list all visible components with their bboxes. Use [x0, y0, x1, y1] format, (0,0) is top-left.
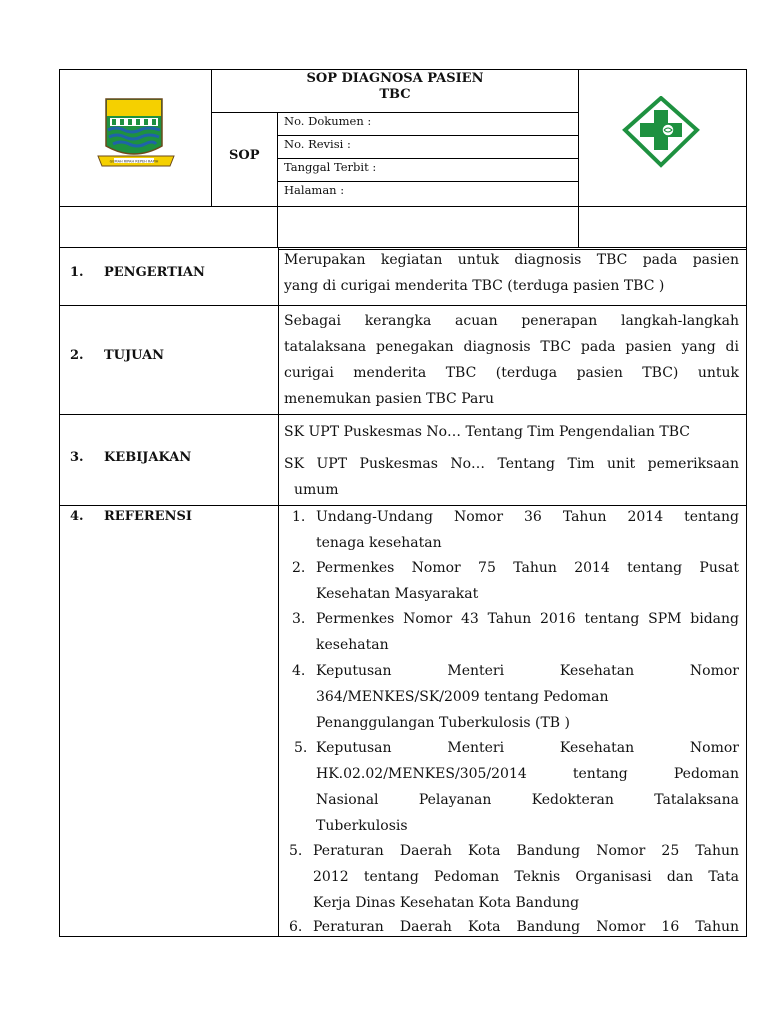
tujuan-line-3: curigai menderita TBC (terduga pasien TBC) untuk: [284, 365, 739, 381]
reference-line: Tuberkulosis: [316, 818, 408, 834]
reference-line: HK.02.02/MENKES/305/2014 tentang Pedoman: [316, 766, 739, 782]
doc-title-line2: TBC: [379, 87, 411, 102]
reference-number: 5.: [289, 843, 303, 859]
section-rule-3: [59, 505, 747, 506]
reference-line: tenaga kesehatan: [316, 535, 442, 551]
reference-line: Kerja Dinas Kesehatan Kota Bandung: [313, 895, 580, 911]
section-number-referensi: 4.: [70, 509, 84, 524]
signature-row-rule-a: [59, 247, 747, 248]
table-border-right: [746, 69, 747, 937]
meta-rule-3: [277, 181, 578, 182]
tujuan-line-2: tatalaksana penegakan diagnosis TBC pada pasien yang di: [284, 339, 739, 355]
section-number-pengertian: 1.: [70, 265, 84, 280]
reference-line: 2012 tentang Pedoman Teknis Organisasi dan Tata: [313, 869, 739, 885]
sop-label: SOP: [229, 148, 260, 163]
table-border-top: [59, 69, 747, 70]
bandung-crest-logo: [96, 96, 176, 172]
reference-number: 4.: [292, 663, 306, 679]
meta-no-revisi: No. Revisi :: [284, 137, 351, 151]
puskesmas-logo: [622, 96, 700, 168]
reference-line: Permenkes Nomor 43 Tahun 2016 tentang SPM bidang: [316, 611, 739, 627]
tujuan-line-4: menemukan pasien TBC Paru: [284, 391, 495, 407]
reference-number: 3.: [292, 611, 306, 627]
reference-number: 5.: [294, 740, 308, 756]
meta-tanggal-terbit: Tanggal Terbit :: [284, 160, 377, 174]
header-bottom-rule: [59, 206, 747, 207]
signature-row-rule-b: [278, 249, 747, 250]
section-number-tujuan: 2.: [70, 348, 84, 363]
header-divider-2: [277, 112, 278, 248]
pengertian-line-1: Merupakan kegiatan untuk diagnosis TBC pada pasien: [284, 252, 739, 268]
section-title-kebijakan: KEBIJAKAN: [104, 450, 192, 465]
reference-line: Keputusan Menteri Kesehatan Nomor: [316, 663, 739, 679]
reference-line: Permenkes Nomor 75 Tahun 2014 tentang Pusat: [316, 560, 739, 576]
kebijakan-item-2-line-1: SK UPT Puskesmas No… Tentang Tim unit pemeriksaan: [284, 456, 739, 472]
reference-number: 2.: [292, 560, 306, 576]
reference-line: Keputusan Menteri Kesehatan Nomor: [316, 740, 739, 756]
reference-line: Penanggulangan Tuberkulosis (TB ): [316, 715, 571, 731]
pengertian-line-2: yang di curigai menderita TBC (terduga pasien TBC ): [284, 278, 665, 294]
meta-rule-2: [277, 158, 578, 159]
header-divider-3: [578, 69, 579, 248]
reference-line: Peraturan Daerah Kota Bandung Nomor 25 Tahun: [313, 843, 739, 859]
meta-no-dokumen: No. Dokumen :: [284, 114, 372, 128]
section-title-tujuan: TUJUAN: [104, 348, 165, 363]
tujuan-line-1: Sebagai kerangka acuan penerapan langkah-langkah: [284, 313, 739, 329]
table-border-bottom: [59, 936, 747, 937]
kebijakan-item-2-line-2: umum: [294, 482, 339, 498]
reference-line: 364/MENKES/SK/2009 tentang Pedoman: [316, 689, 609, 705]
meta-rule-1: [277, 135, 578, 136]
section-number-kebijakan: 3.: [70, 450, 84, 465]
reference-line: Kesehatan Masyarakat: [316, 586, 479, 602]
table-border-left: [59, 69, 60, 937]
doc-title-line1: SOP DIAGNOSA PASIEN: [306, 71, 484, 86]
section-rule-1: [59, 305, 747, 306]
title-rule: [211, 112, 578, 113]
body-divider: [278, 247, 279, 937]
section-rule-2: [59, 414, 747, 415]
meta-halaman: Halaman :: [284, 183, 345, 197]
crest-motto: GEMAH RIPAH REPEH RAPIH: [109, 159, 159, 164]
reference-line: Nasional Pelayanan Kedokteran Tatalaksana: [316, 792, 739, 808]
section-title-pengertian: PENGERTIAN: [104, 265, 205, 280]
reference-line: Peraturan Daerah Kota Bandung Nomor 16 Tahun: [313, 919, 739, 935]
reference-number: 1.: [292, 509, 306, 525]
kebijakan-item-1: SK UPT Puskesmas No… Tentang Tim Pengendalian TBC: [284, 424, 690, 440]
reference-line: kesehatan: [316, 637, 389, 653]
reference-number: 6.: [289, 919, 303, 935]
section-title-referensi: REFERENSI: [104, 509, 192, 524]
reference-line: Undang-Undang Nomor 36 Tahun 2014 tentang: [316, 509, 739, 525]
